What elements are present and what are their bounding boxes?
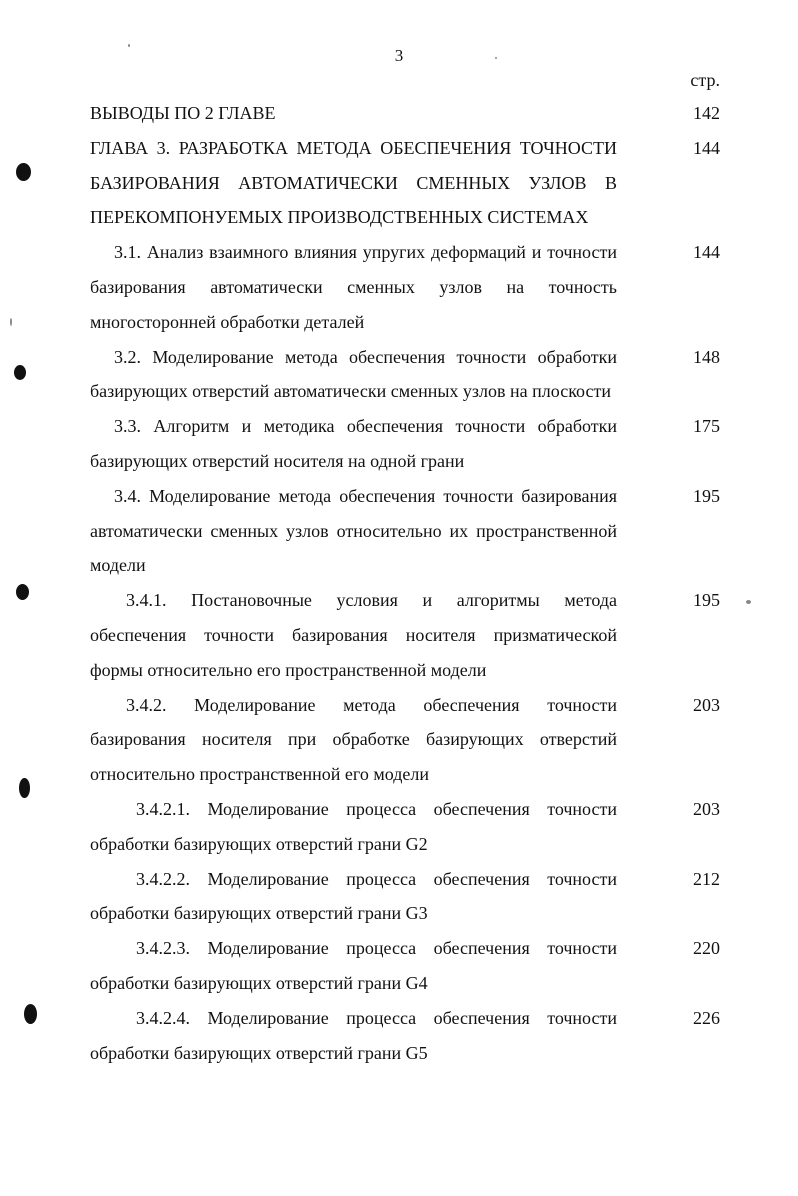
toc-entry [90,862,720,932]
toc-entry-title: 3.2. Моделирование метода обеспечения точности обработки базирующих отверстий автоматически сменных узлов на плоскости [90,346,617,402]
toc-entry [90,931,720,1001]
toc-entry-page: 144 [693,137,720,158]
toc-entry [90,235,720,339]
toc-entry-page: 203 [693,694,720,715]
scan-speck [128,44,130,47]
toc-entry-page: 226 [693,1007,720,1028]
toc-entry-title: 3.4.2. Моделирование метода обеспечения точности базирования носителя при обработке базирующих отверстий относительно пространственной его модели [90,694,617,785]
toc-entry [90,1001,720,1071]
toc-entry [90,340,720,410]
toc-entry-title: ВЫВОДЫ ПО 2 ГЛАВЕ [90,103,276,123]
toc-entry-page: 220 [693,938,720,959]
toc-entry-title: 3.3. Алгоритм и методика обеспечения точности обработки базирующих отверстий носителя на одной грани [90,416,617,471]
hole-punch-mark [14,365,26,380]
scan-speck [495,57,497,59]
hole-punch-mark [16,584,29,600]
hole-punch-mark [16,163,31,181]
toc-entry [90,96,720,131]
toc-entry-title: 3.4.1. Постановочные условия и алгоритмы метода обеспечения точности базирования носителя призматической формы относительно его пространственной модели [90,590,617,680]
toc-entry-title: 3.4.2.4. Моделирование процесса обеспечения точности обработки базирующих отверстий грани G5 [90,1007,617,1063]
toc-entry-title: 3.4.2.3. Моделирование процесса обеспечения точности обработки базирующих отверстий грани G4 [90,938,617,993]
toc-entry-title: 3.1. Анализ взаимного влияния упругих деформаций и точности базирования автоматически сменных узлов на точность многосторонней обработки деталей [90,242,617,332]
toc-entry [90,583,720,687]
toc-entry [90,409,720,479]
toc-entry-page: 212 [693,868,720,889]
page-number: 3 [394,46,404,65]
toc-entry-title: 3.4.2.2. Моделирование процесса обеспечения точности обработки базирующих отверстий грани G3 [90,868,617,924]
toc-entry-page: 144 [693,242,720,263]
hole-punch-mark [24,1004,37,1024]
toc-entry [90,792,720,862]
page-column-label: стр. [690,70,720,90]
hole-punch-mark [19,778,30,798]
scan-speck [10,318,12,326]
toc-entry [90,131,720,235]
toc-entry-page: 142 [693,103,720,123]
toc-entry-page: 195 [693,590,720,611]
toc-entry-page: 175 [693,416,720,437]
toc-entry [90,479,720,583]
toc-entry-title: ГЛАВА 3. РАЗРАБОТКА МЕТОДА ОБЕСПЕЧЕНИЯ ТОЧНОСТИ БАЗИРОВАНИЯ АВТОМАТИЧЕСКИ СМЕННЫХ УЗЛОВ В ПЕРЕКОМПОНУЕМЫХ ПРОИЗВОДСТВЕННЫХ СИСТЕМАХ [90,137,617,228]
toc-entry-title: 3.4. Моделирование метода обеспечения точности базирования автоматически сменных узлов относительно их пространственной модели [90,485,617,576]
toc-entry [90,688,720,792]
scan-speck [746,600,751,604]
table-of-contents [90,96,720,1070]
toc-entry-page: 203 [693,798,720,819]
toc-entry-page: 195 [693,485,720,506]
toc-entry-title: 3.4.2.1. Моделирование процесса обеспечения точности обработки базирующих отверстий грани G2 [90,798,617,854]
toc-entry-page: 148 [693,346,720,367]
